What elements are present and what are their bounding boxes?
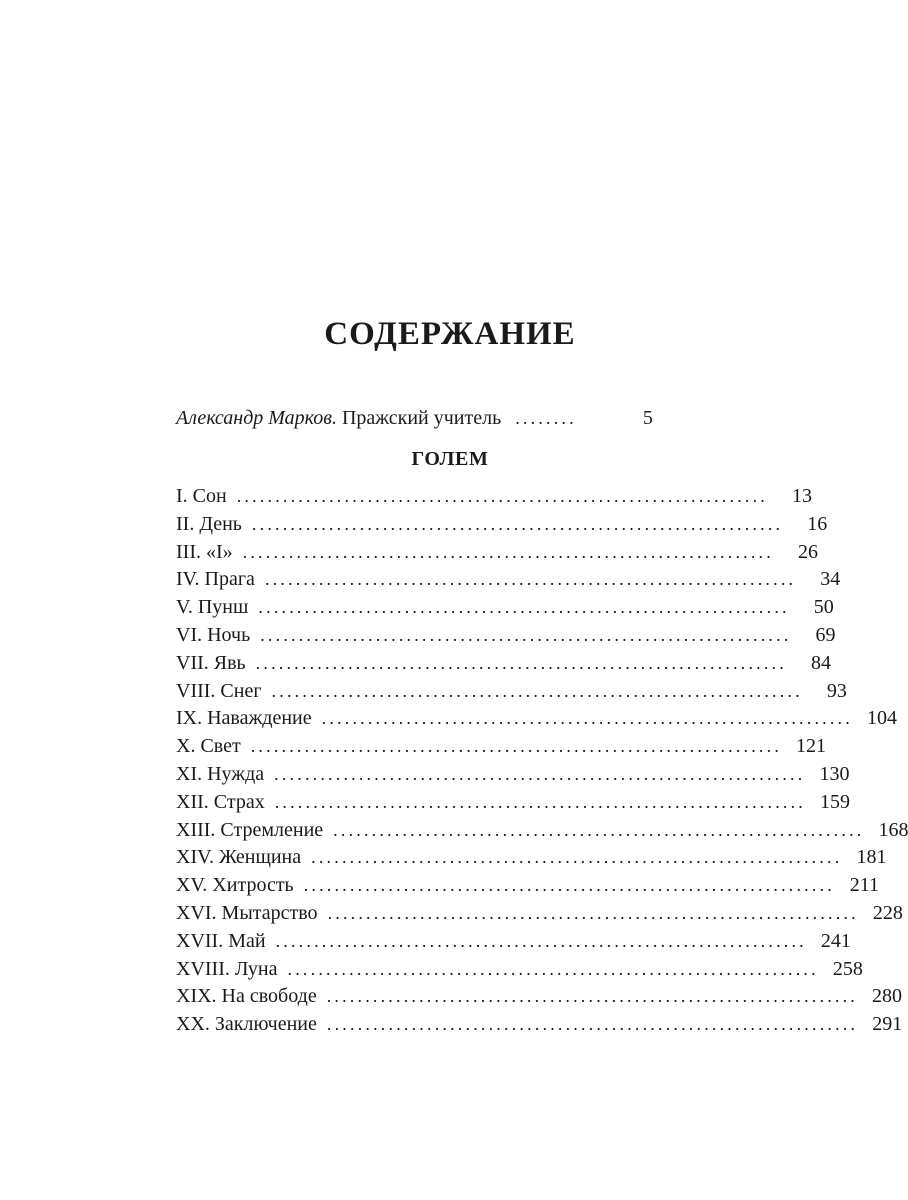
- chapter-title: XV. Хитрость: [176, 874, 294, 897]
- toc-entry[interactable]: [176, 510, 828, 538]
- preface-title: Пражский учитель: [341, 407, 502, 429]
- toc-entry[interactable]: [176, 816, 908, 844]
- chapter-title: XIII. Стремление: [176, 818, 324, 841]
- dot-leader: .....................................................................: [250, 736, 783, 757]
- toc-entry[interactable]: [176, 538, 818, 566]
- dot-leader: .....................................................................: [251, 513, 784, 534]
- page-number: 168: [878, 818, 908, 841]
- chapter-title: X. Свет: [176, 735, 241, 758]
- chapter-title: II. День: [176, 512, 242, 535]
- dot-leader: .....................................................................: [326, 986, 859, 1007]
- toc-entry[interactable]: [176, 482, 813, 510]
- toc-entry[interactable]: [176, 593, 834, 621]
- page-number: 258: [832, 957, 863, 980]
- page-number: 84: [810, 651, 831, 674]
- page-number: 34: [820, 568, 841, 591]
- toc-entry[interactable]: [176, 899, 903, 927]
- page-number: 280: [872, 985, 903, 1008]
- page-number: 5: [642, 407, 653, 429]
- toc-entry[interactable]: [176, 704, 897, 732]
- chapter-title: XIX. На свободе: [176, 985, 317, 1008]
- chapter-title: III. «I»: [176, 540, 233, 563]
- dot-leader: .....................................................................: [321, 708, 853, 729]
- chapter-title: XVI. Мытарство: [176, 901, 318, 924]
- chapter-title: VII. Явь: [176, 651, 246, 674]
- page-number: 291: [872, 1013, 903, 1036]
- dot-leader: ........: [515, 408, 577, 428]
- dot-leader: .....................................................................: [242, 541, 774, 562]
- dot-leader: .....................................................................: [236, 486, 769, 506]
- toc-entry[interactable]: [176, 649, 831, 677]
- chapter-title: XX. Заключение: [176, 1013, 317, 1036]
- chapter-title: XI. Нужда: [176, 762, 265, 785]
- dot-leader: .....................................................................: [327, 902, 859, 923]
- page-number: 241: [820, 929, 851, 952]
- page-number: 211: [849, 874, 879, 897]
- toc-entry[interactable]: [176, 1010, 903, 1038]
- page-number: 50: [813, 596, 834, 619]
- page-number: 93: [826, 679, 847, 702]
- toc-entry-preface[interactable]: [176, 402, 712, 434]
- page-title: СОДЕРЖАНИЕ: [324, 316, 576, 352]
- chapter-title: V. Пунш: [176, 596, 249, 619]
- toc-entry[interactable]: [176, 871, 879, 899]
- section-heading: ГОЛЕМ: [411, 448, 489, 470]
- chapter-title: IX. Наваждение: [176, 707, 312, 730]
- chapter-title: XVII. Май: [176, 929, 266, 952]
- dot-leader: .....................................................................: [255, 652, 787, 673]
- page-number: 121: [796, 735, 827, 758]
- page-number: 228: [872, 901, 903, 924]
- dot-leader: .....................................................................: [274, 763, 806, 784]
- page-number: 159: [820, 790, 851, 813]
- dot-leader: .....................................................................: [275, 930, 807, 951]
- chapter-title: XIV. Женщина: [176, 846, 302, 869]
- dot-leader: .....................................................................: [287, 958, 819, 979]
- toc-entry[interactable]: [176, 788, 851, 816]
- dot-leader: .....................................................................: [274, 791, 807, 812]
- chapter-title: VI. Ночь: [176, 623, 251, 646]
- toc-entry[interactable]: [176, 760, 850, 788]
- page-number: 16: [807, 512, 828, 535]
- toc-entry[interactable]: [176, 565, 841, 593]
- chapter-title: I. Сон: [176, 485, 227, 507]
- toc-entry[interactable]: [176, 927, 851, 955]
- page-number: 181: [856, 846, 887, 869]
- preface-author: Александр Марков.: [176, 407, 337, 429]
- dot-leader: .....................................................................: [264, 569, 797, 590]
- page-number: 69: [815, 623, 836, 646]
- toc-entry[interactable]: [176, 982, 903, 1010]
- toc-entry[interactable]: [176, 621, 836, 649]
- page-number: 26: [797, 540, 818, 563]
- toc-entry[interactable]: [176, 677, 847, 705]
- toc-entry[interactable]: [176, 955, 863, 983]
- dot-leader: .....................................................................: [260, 624, 792, 645]
- page-number: 130: [819, 762, 850, 785]
- page-number: 13: [792, 485, 813, 507]
- dot-leader: .....................................................................: [311, 847, 843, 868]
- toc-list: [176, 482, 908, 1038]
- dot-leader: .....................................................................: [303, 875, 835, 896]
- toc-entry[interactable]: [176, 732, 827, 760]
- dot-leader: .....................................................................: [333, 819, 865, 840]
- dot-leader: .....................................................................: [326, 1014, 859, 1035]
- chapter-title: XVIII. Луна: [176, 957, 278, 980]
- page-number: 104: [866, 707, 897, 730]
- chapter-title: VIII. Снег: [176, 679, 262, 702]
- toc-entry[interactable]: [176, 843, 887, 871]
- dot-leader: .....................................................................: [258, 597, 790, 618]
- chapter-title: XII. Страх: [176, 790, 265, 813]
- dot-leader: .....................................................................: [271, 680, 803, 701]
- chapter-title: IV. Прага: [176, 568, 255, 591]
